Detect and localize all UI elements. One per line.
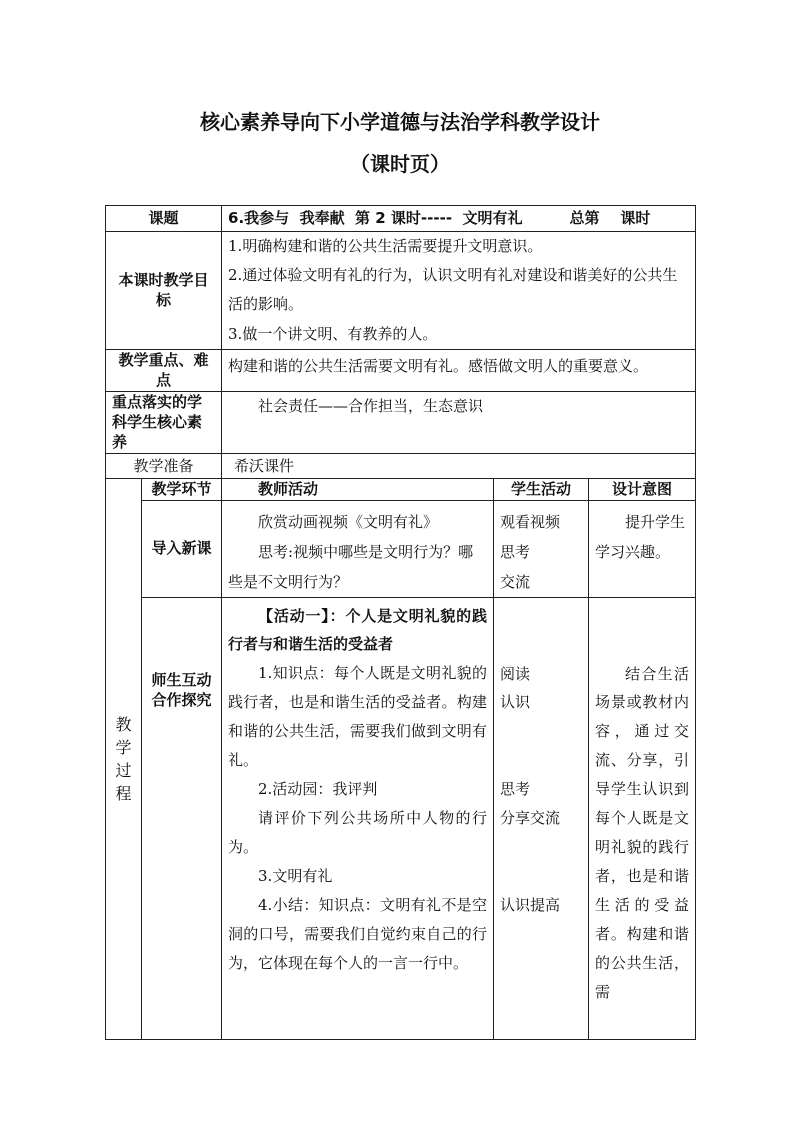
explore-teacher-line: 2.活动园：我评判: [258, 780, 378, 799]
explore-student-line: 认识: [500, 693, 531, 712]
activity-title: 【活动一】：个人是文明礼貌的践行者与和谐生活的受益者: [228, 606, 488, 654]
key-value: 构建和谐的公共生活需要文明有礼。感悟做文明人的重要意义。: [222, 349, 696, 391]
prep-row: [106, 453, 696, 479]
intro-student-line: 观看视频: [500, 512, 561, 531]
goal-item: 1.明确构建和谐的公共生活需要提升文明意识。: [228, 236, 543, 255]
intro-stage: 导入新课: [142, 500, 222, 597]
intro-teacher: [222, 500, 494, 597]
intro-intent: 提升学生学习兴趣。: [589, 500, 696, 597]
explore-student-line: 分享交流: [500, 809, 561, 828]
col-stage: 教学环节: [142, 479, 222, 500]
document-title: 核心素养导向下小学道德与法治学科教学设计: [200, 110, 600, 134]
key-row: [106, 349, 696, 391]
process-header-row: [106, 479, 696, 500]
explore-student: [494, 597, 589, 1039]
key-label: 教学重点、难点: [106, 349, 222, 391]
topic-row: [106, 206, 696, 232]
document-subtitle: （课时页）: [350, 152, 450, 176]
explore-teacher-line: 3.文明有礼: [258, 866, 333, 885]
goals-row: [106, 231, 696, 349]
explore-student-line: 认识提高: [500, 896, 561, 915]
explore-row: [106, 597, 696, 1039]
explore-teacher-line: 4.小结：知识点：文明有礼不是空洞的口号，需要我们自觉约束自己的行为，它体现在每个人的一言一行中。: [228, 895, 488, 972]
explore-intent: 结合生活场景或教材内容，通过交流、分享，引导学生认识到每个人既是文明礼貌的践行者，也是和谐生活的受益者。构建和谐的公共生活，需: [589, 597, 696, 1039]
intro-student: [494, 500, 589, 597]
explore-teacher: [222, 597, 494, 1039]
intro-teacher-line: 欣赏动画视频《文明有礼》: [258, 512, 439, 531]
core-label: 重点落实的学科学生核心素养: [106, 391, 222, 453]
topic-label: 课题: [106, 206, 222, 232]
explore-student-line: 阅读: [500, 664, 531, 683]
explore-stage: 师生互动合作探究: [142, 597, 222, 1039]
col-student: 学生活动: [494, 479, 589, 500]
prep-value: 希沃课件: [222, 453, 696, 479]
process-side-label: 教学过程: [106, 479, 142, 1039]
explore-teacher-line: 请评价下列公共场所中人物的行为。: [228, 809, 488, 856]
col-intent: 设计意图: [589, 479, 696, 500]
intro-student-line: 思考: [500, 542, 531, 561]
prep-label: 教学准备: [106, 453, 222, 479]
goals-cell: [222, 231, 696, 349]
intro-teacher-line: 思考:视频中哪些是文明行为？哪些是不文明行为？: [228, 542, 474, 591]
col-teacher: 教师活动: [222, 479, 494, 500]
goal-item: 2.通过体验文明有礼的行为，认识文明有礼对建设和谐美好的公共生活的影响。: [228, 266, 678, 314]
intro-row: [106, 500, 696, 597]
core-row: [106, 391, 696, 453]
intro-student-line: 交流: [500, 572, 531, 591]
explore-student-line: 思考: [500, 780, 531, 799]
topic-value: 6.我参与 我奉献 第 2 课时----- 文明有礼 总第 课时: [222, 206, 696, 232]
goals-label: 本课时教学目标: [106, 231, 222, 349]
lesson-plan-table: [105, 205, 696, 1040]
explore-teacher-line: 1.知识点：每个人既是文明礼貌的践行者，也是和谐生活的受益者。构建和谐的公共生活，需要我们做到文明有礼。: [228, 664, 488, 770]
core-value: 社会责任——合作担当，生态意识: [222, 391, 696, 453]
goal-item: 3.做一个讲文明、有教养的人。: [228, 324, 438, 343]
